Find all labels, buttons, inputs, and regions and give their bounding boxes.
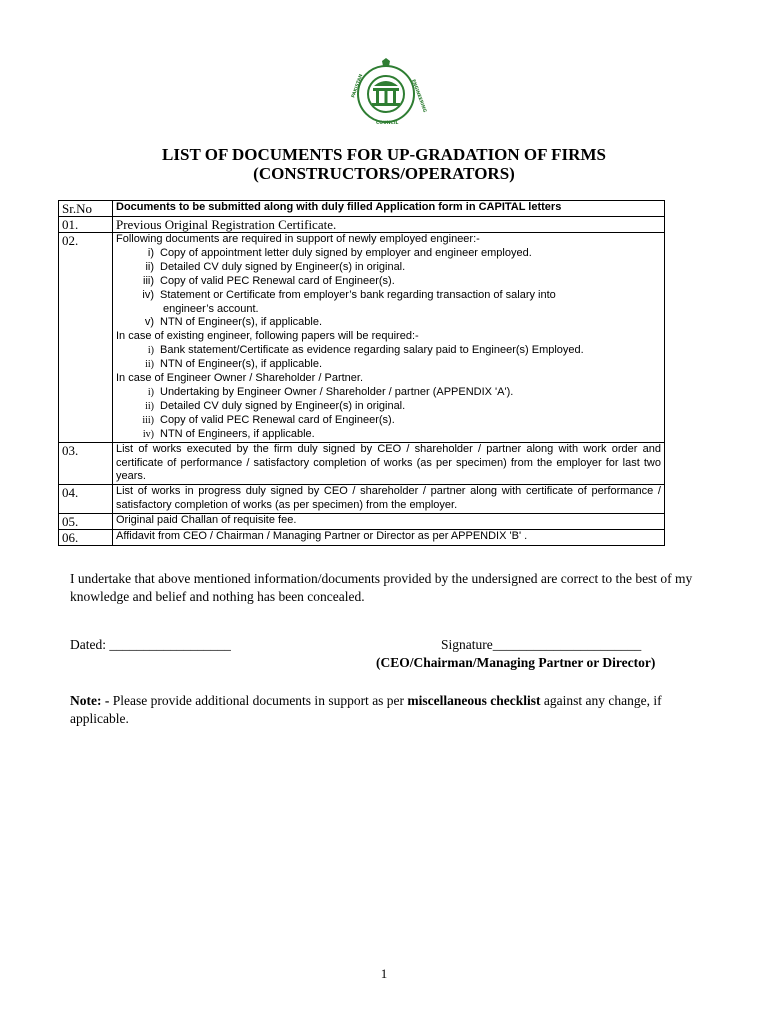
list-item-continuation: engineer’s account. bbox=[163, 302, 259, 315]
row-text: List of works in progress duly signed by CEO / shareholder / partner along with certificate of performance / satisfactory completion of works (as per specimen) from the employer. bbox=[113, 485, 665, 514]
list-item: ii) Detailed CV duly signed by Engineer(s) in original. bbox=[145, 260, 406, 273]
documents-header: Documents to be submitted along with duly filled Application form in CAPITAL letters bbox=[113, 201, 665, 217]
table-header-row bbox=[59, 201, 665, 217]
list-item: iv) Statement or Certificate from employer’s bank regarding transaction of salary into bbox=[142, 288, 556, 301]
row-text: Affidavit from CEO / Chairman / Managing Partner or Director as per APPENDIX 'B' . bbox=[113, 530, 665, 546]
pec-council-emblem-icon bbox=[340, 58, 432, 128]
row-text: Original paid Challan of requisite fee. bbox=[113, 514, 665, 530]
signatory-role: (CEO/Chairman/Managing Partner or Director) bbox=[376, 655, 656, 670]
note-label: Note: - bbox=[70, 693, 110, 708]
list-item: ii) Detailed CV duly signed by Engineer(s) in original. bbox=[145, 399, 406, 412]
signature-field: Signature______________________ bbox=[441, 637, 642, 652]
row-intro: Following documents are required in support of newly employed engineer:- bbox=[116, 233, 480, 245]
row-text: List of works executed by the firm duly signed by CEO / shareholder / partner along with work order and certificate of performance / satisfactory completion of works (as per specimen) from the employer for last two years. bbox=[113, 442, 665, 485]
list-item: iv) NTN of Engineers, if applicable. bbox=[142, 427, 315, 440]
sr-number: 04. bbox=[59, 485, 113, 514]
list-item: i) Undertaking by Engineer Owner / Shareholder / partner (APPENDIX 'A'). bbox=[147, 385, 514, 398]
sr-number: 03. bbox=[59, 442, 113, 485]
note-text: Please provide additional documents in support as per bbox=[109, 693, 408, 708]
documents-table bbox=[58, 200, 665, 546]
list-item: ii) NTN of Engineer(s), if applicable. bbox=[145, 358, 323, 371]
table-row bbox=[59, 442, 665, 485]
sr-number: 06. bbox=[59, 530, 113, 546]
row-intro-existing: In case of existing engineer, following papers will be required:- bbox=[116, 330, 419, 343]
sr-number: 05. bbox=[59, 514, 113, 530]
row-intro-owner: In case of Engineer Owner / Shareholder / Partner. bbox=[116, 372, 364, 385]
note-emphasis: miscellaneous checklist bbox=[407, 693, 541, 708]
table-row bbox=[59, 233, 665, 443]
dated-field: Dated: __________________ bbox=[70, 637, 231, 652]
sr-number: 02. bbox=[59, 233, 113, 443]
page-subtitle: (CONSTRUCTORS/OPERATORS) bbox=[253, 164, 515, 183]
svg-text:COUNCIL: COUNCIL bbox=[376, 121, 399, 126]
page-number: 1 bbox=[380, 966, 388, 981]
row-content bbox=[113, 233, 665, 443]
svg-text:PAKISTAN: PAKISTAN bbox=[351, 73, 365, 99]
note-text-end: against any change, if applicable. bbox=[70, 693, 662, 726]
table-row bbox=[59, 485, 665, 514]
row-text: Previous Original Registration Certificate. bbox=[113, 217, 665, 233]
table-row bbox=[59, 530, 665, 546]
undertaking-paragraph: I undertake that above mentioned information/documents provided by the undersigned are correct to the best of my knowledge and belief and nothing has been concealed. bbox=[70, 571, 693, 604]
page-title: LIST OF DOCUMENTS FOR UP-GRADATION OF FIRMS bbox=[162, 145, 606, 164]
list-item: i) Bank statement/Certificate as evidence regarding salary paid to Engineer(s) Employed. bbox=[147, 344, 584, 357]
svg-text:ENGINEERING: ENGINEERING bbox=[410, 78, 427, 114]
sr-header: Sr.No bbox=[59, 201, 113, 217]
table-row bbox=[59, 514, 665, 530]
list-item: v) NTN of Engineer(s), if applicable. bbox=[144, 316, 323, 329]
note-paragraph bbox=[70, 692, 702, 728]
list-item: i) Copy of appointment letter duly signed by employer and engineer employed. bbox=[147, 246, 532, 259]
sr-number: 01. bbox=[59, 217, 113, 233]
table-row bbox=[59, 217, 665, 233]
list-item: iii) Copy of valid PEC Renewal card of Engineer(s). bbox=[143, 274, 395, 287]
list-item: iii) Copy of valid PEC Renewal card of Engineer(s). bbox=[142, 413, 395, 426]
